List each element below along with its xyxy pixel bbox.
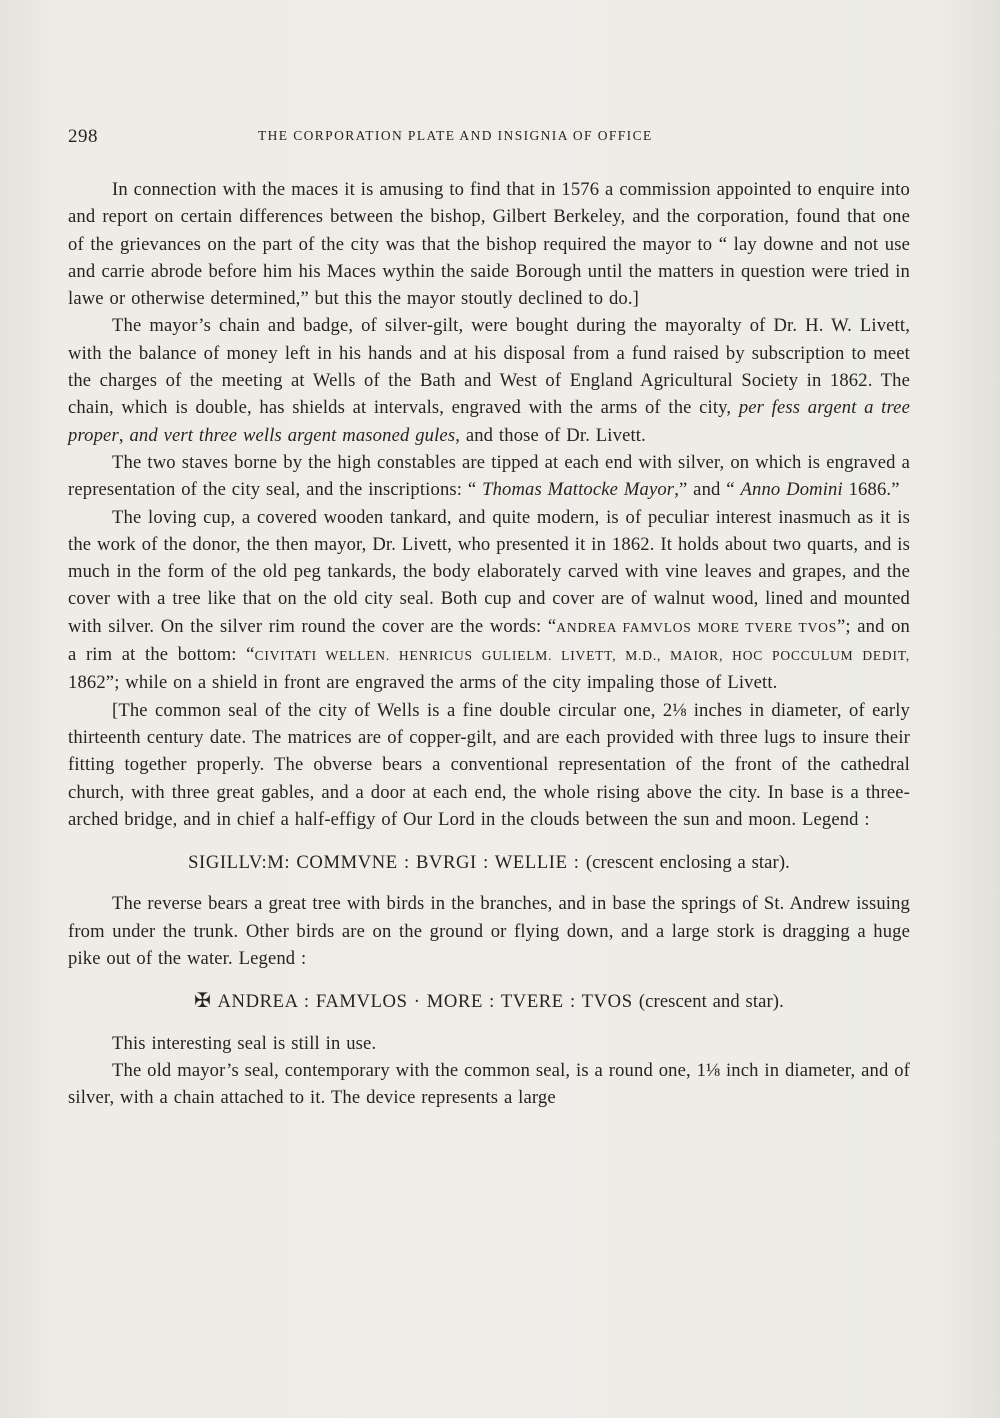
paragraph-text: ,” and “ [674,479,741,501]
paragraph-text: 1686.” [842,479,900,501]
paragraph-text: The loving cup, a covered wooden tankard, and quite modern, is of peculiar interest inasmuch as it is the work of the donor, the then mayor, Dr. Livett, who presented it in 1862. It holds about two quarts, and is much in the form of the old peg tankards, the body elaborately carved with vine leaves and grapes, and the cover with a tree like that on the old city seal. Both cup and cover are of walnut wood, lined and mounted with silver. On the silver rim round the cover are the words: “ [68,506,910,637]
paragraph-text: The mayor’s chain and badge, of silver-gilt, were bought during the mayoralty of Dr. H. W. Livett, with the balance of money left in his hands and at his disposal from a fund raised by subscription to meet the charges of the meeting at Wells of the Bath and West of England Agricultural Society in 1862. The chain, which is double, has shields at intervals, engraved with the arms of the city, [68,315,910,419]
legend-text: SIGILLV:M: COMMVNE : BVRGI : WELLIE : [188,852,580,874]
running-title: THE CORPORATION PLATE AND INSIGNIA OF OFFICE [258,128,653,143]
paragraph-reverse: The reverse bears a great tree with birds in the branches, and in base the springs of St. Andrew issuing from under the trunk. Other birds are on the ground or flying down, and a large stork is dragging a huge pike out of the water. Legend : [68,893,910,970]
inscription: Anno Domini [740,479,843,501]
paragraph-still-in-use: This interesting seal is still in use. [112,1032,377,1054]
paragraph-chain-badge [68,312,910,448]
heraldic-blazon: per fess argent a tree proper [68,397,910,446]
seal-legend-obverse [68,849,910,876]
paragraph-text: 1862”; while on a shield in front are engraved the arms of the city impaling those of Livett. [68,672,778,694]
paragraph-staves [68,449,910,504]
paragraph-text: ”; and on a rim at the bottom: “ [68,615,910,666]
paragraph-text: , [118,424,130,446]
page-number: 298 [68,126,98,147]
paragraph-old-mayor-seal: The old mayor’s seal, contemporary with the common seal, is a round one, 1⅛ inch in diameter, and of silver, with a chain attached to it. The device represents a large [68,1059,910,1109]
inscription: CIVITATI WELLEN. HENRICUS GULIELM. LIVETT, M.D., MAIOR, HOC POCCULUM DEDIT, [254,648,910,664]
heraldic-blazon: and vert three wells argent masoned gules [129,424,456,446]
legend-text: ANDREA : FAMVLOS · MORE : TVERE : TVOS [217,991,633,1013]
cross-icon: ✠ [194,990,212,1013]
paragraph-common-seal: [The common seal of the city of Wells is a fine double circular one, 2⅛ inches in diameter, of early thirteenth century date. The matrices are of copper-gilt, and are each provided with three lugs to insure their fitting together properly. The obverse bears a conventional representation of the front of the cathedral church, with three great gables, and a door at each end, the whole rising above the city. In base is a three-arched bridge, and in chief a half-effigy of Our Lord in the clouds between the sun and moon. Legend : [68,699,910,830]
paragraph-loving-cup [68,504,910,697]
seal-legend-reverse [68,988,910,1015]
paragraph-text: The two staves borne by the high constables are tipped at each end with silver, on which is engraved a representation of the city seal, and the inscriptions: “ [68,451,910,501]
body-text [68,176,910,1112]
page-header [68,124,908,152]
paragraph-maces: In connection with the maces it is amusing to find that in 1576 a commission appointed to enquire into and report on certain differences between the bishop, Gilbert Berkeley, and the corporation, found that one of the grievances on the part of the city was that the bishop required the mayor to “ lay downe and not use and carrie abrode before him his Maces wythin the saide Borough until the matters in question were tried in lawe or otherwise determined,” but this the mayor stoutly declined to do.] [68,179,910,310]
paragraph-text: , and those of Dr. Livett. [455,424,646,446]
legend-note: (crescent enclosing a star). [585,852,790,874]
inscription: Thomas Mattocke Mayor [482,479,675,501]
inscription: ANDREA FAMVLOS MORE TVERE TVOS [556,619,837,635]
legend-note: (crescent and star). [638,991,784,1013]
